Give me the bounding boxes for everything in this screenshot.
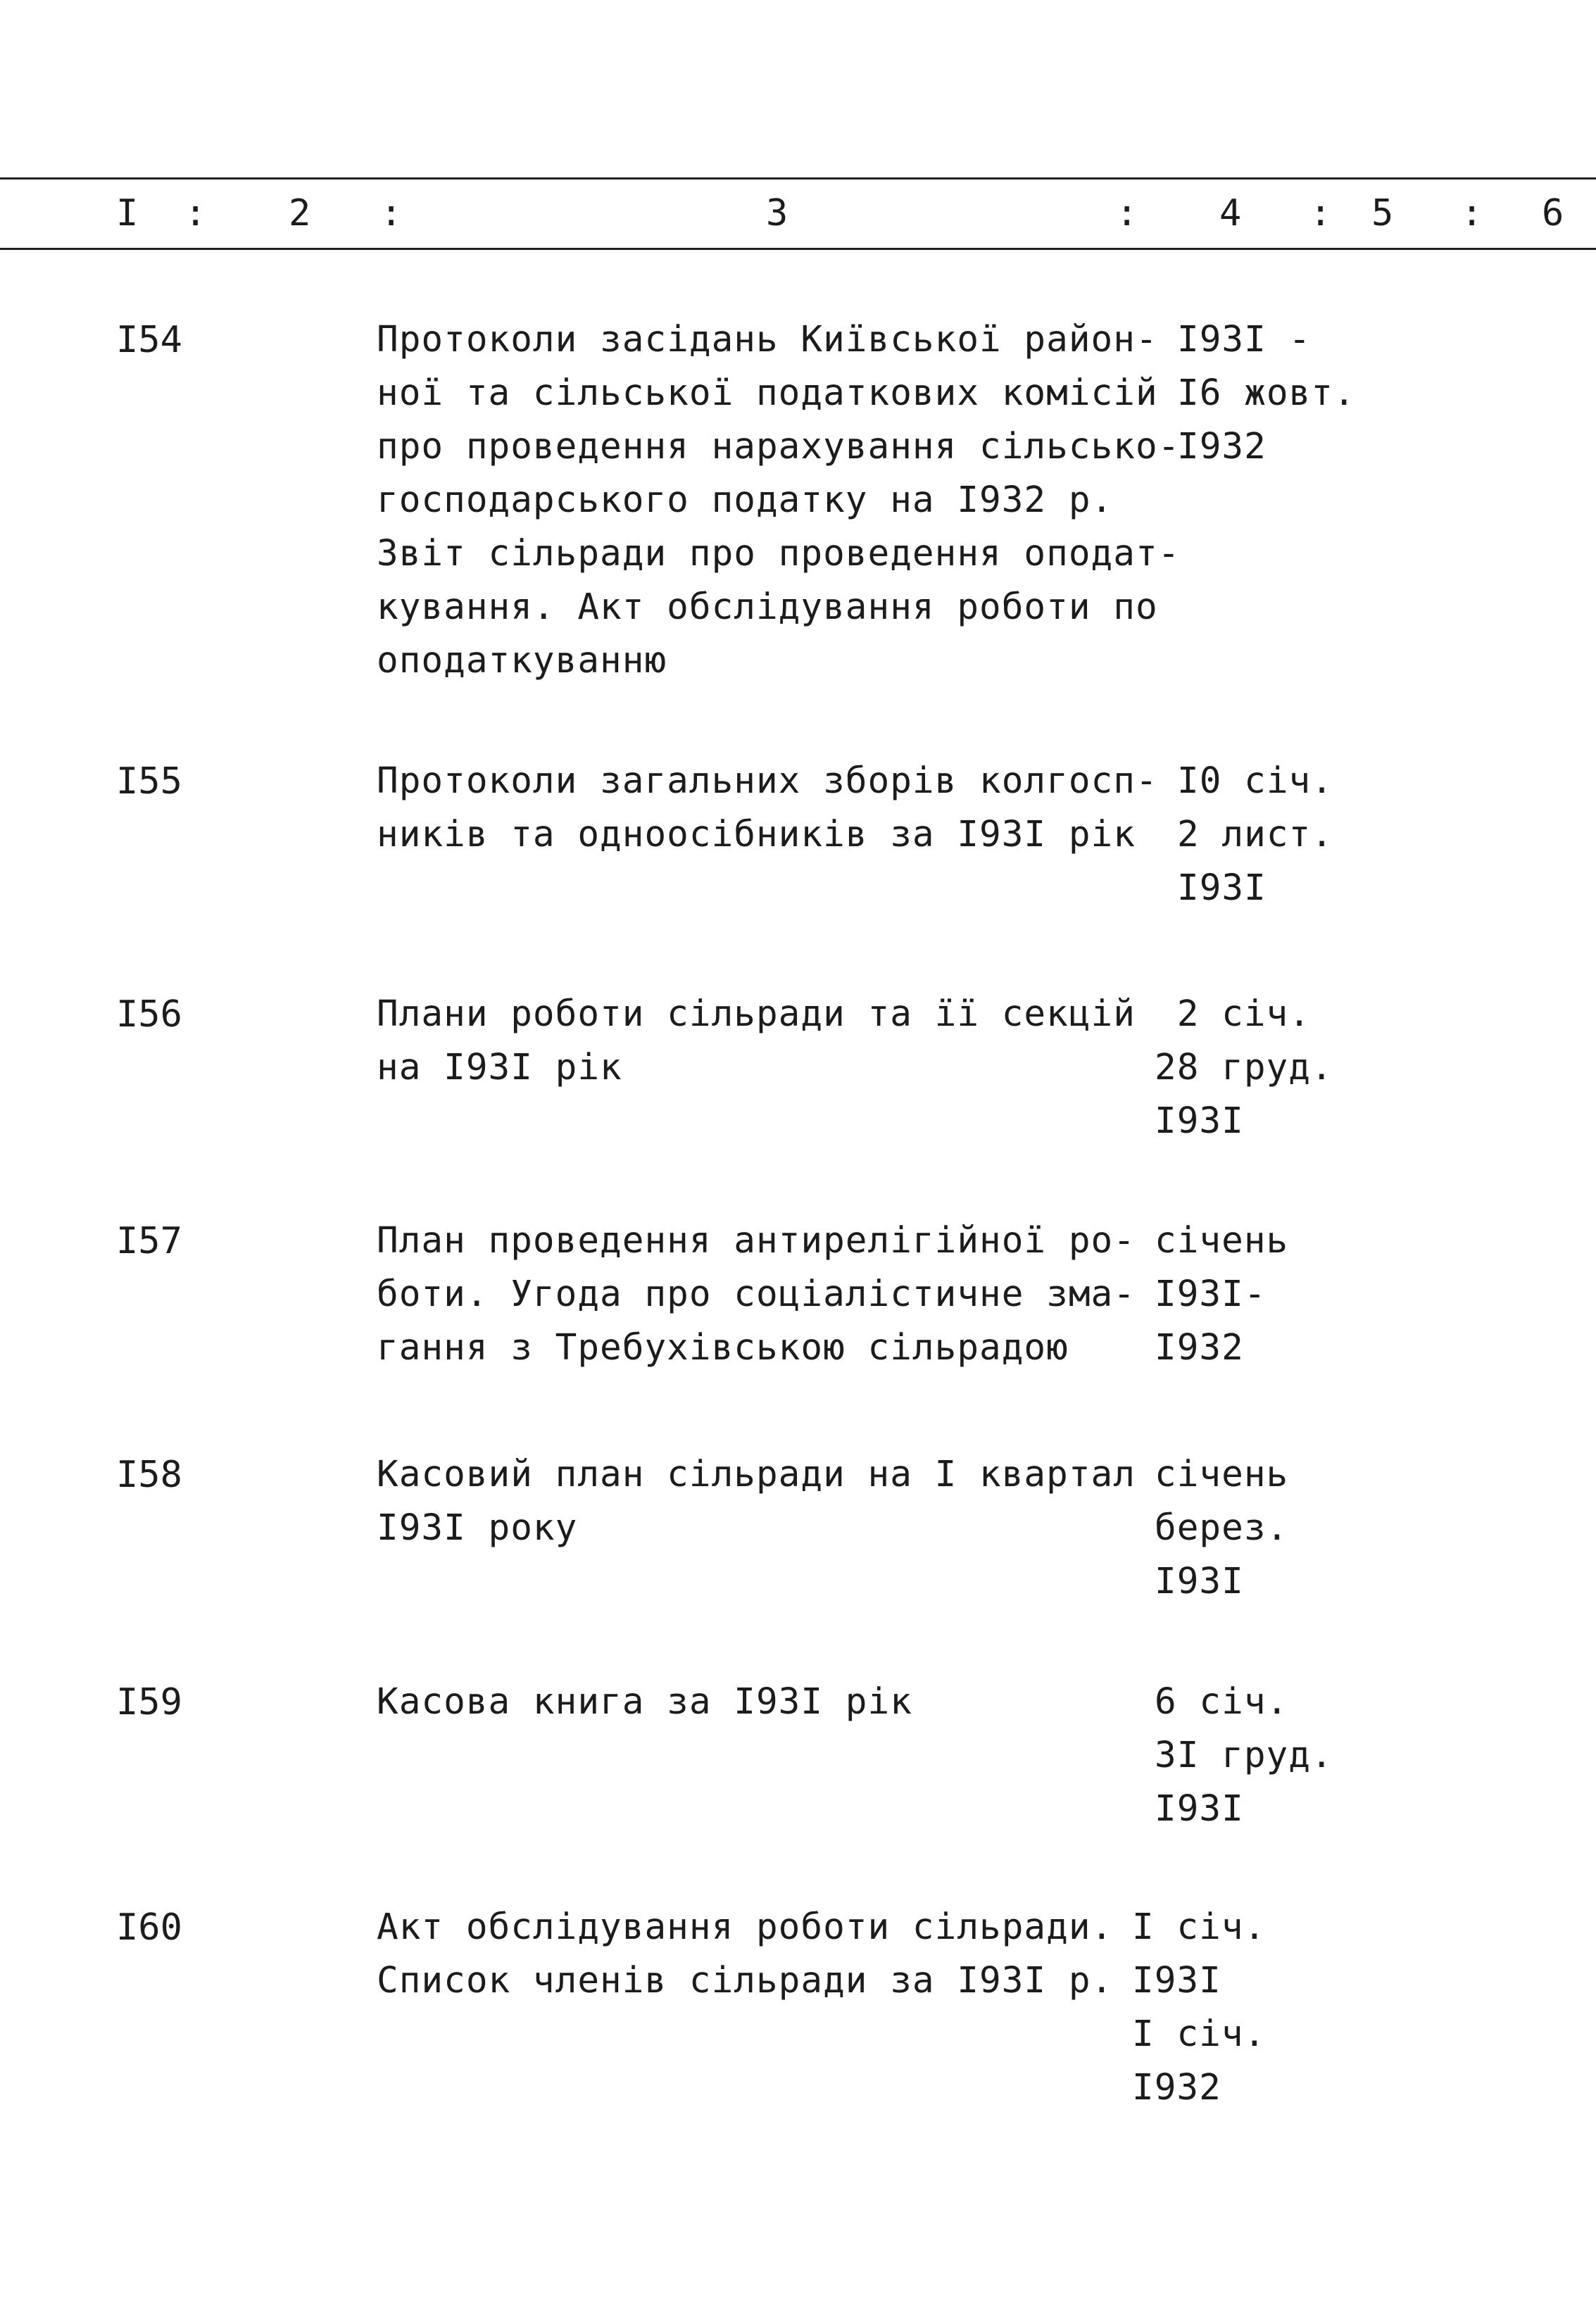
record-dates — [1132, 1901, 1266, 2115]
record-title-line: Протоколи засідань Київської район- — [377, 319, 1158, 360]
record-title — [377, 1676, 1179, 1729]
record-number: I58 — [116, 1454, 182, 1496]
record-dates — [1155, 1214, 1288, 1375]
header-bottom-rule — [0, 248, 1596, 250]
record-title-line: Звіт сільради про проведення оподат- — [377, 533, 1181, 574]
record-date-line: 28 груд. — [1155, 1047, 1333, 1088]
column-separator: : — [1116, 192, 1138, 234]
record-title-line: кування. Акт обслідування роботи по — [377, 586, 1158, 628]
column-number-5: 5 — [1371, 192, 1394, 234]
column-separator: : — [380, 192, 403, 234]
record-title-line: Список членів сільради за I93I р. — [377, 1960, 1114, 2001]
record-title-line: Касовий план сільради на I квартал — [377, 1454, 1136, 1495]
record-date-line: I93I- — [1155, 1274, 1267, 1315]
record-date-line: 2 січ. — [1155, 993, 1311, 1035]
record-title — [377, 988, 1179, 1095]
record-dates — [1155, 1676, 1333, 1836]
record-date-line: I93I — [1155, 1100, 1244, 1142]
record-title-line: на I93I рік — [377, 1047, 622, 1088]
record-date-line: I6 жовт. — [1177, 372, 1356, 414]
column-number-1: I — [116, 192, 139, 234]
record-date-line: I93I - — [1177, 319, 1312, 360]
record-number: I57 — [116, 1220, 182, 1262]
record-title-line: господарського податку на I932 р. — [377, 479, 1114, 521]
record-date-line: січень — [1155, 1220, 1289, 1262]
record-title — [377, 755, 1179, 862]
record-title-line: про проведення нарахування сільсько- — [377, 426, 1181, 467]
record-title-line: Плани роботи сільради та її секцій — [377, 993, 1136, 1035]
column-number-4: 4 — [1219, 192, 1242, 234]
column-separator: : — [1461, 192, 1483, 234]
record-date-line: I січ. — [1132, 1906, 1267, 1948]
column-separator: : — [184, 192, 207, 234]
record-number: I59 — [116, 1681, 182, 1723]
record-title-line: Протоколи загальних зборів колгосп- — [377, 760, 1158, 802]
record-dates — [1177, 755, 1333, 915]
record-title — [377, 1901, 1179, 2008]
record-number: I55 — [116, 760, 182, 803]
record-date-line: I932 — [1132, 2067, 1221, 2109]
record-title — [377, 1448, 1179, 1555]
record-date-line: I93I — [1177, 867, 1267, 909]
record-date-line: I932 — [1177, 426, 1267, 467]
record-number: I56 — [116, 993, 182, 1036]
record-date-line: 2 лист. — [1177, 814, 1333, 855]
record-title-line: I93I року — [377, 1507, 578, 1549]
record-date-line: I січ. — [1132, 2013, 1267, 2055]
record-date-line: I932 — [1155, 1327, 1244, 1369]
record-number: I60 — [116, 1906, 182, 1949]
record-title-line: гання з Требухівською сільрадою — [377, 1327, 1069, 1369]
record-date-line: 3I груд. — [1155, 1735, 1333, 1776]
record-date-line: січень — [1155, 1454, 1289, 1495]
header-top-rule — [0, 177, 1596, 180]
record-title — [377, 313, 1179, 688]
column-separator: : — [1309, 192, 1332, 234]
column-number-2: 2 — [289, 192, 311, 234]
record-title-line: ників та одноосібників за I93I рік — [377, 814, 1136, 855]
record-title-line: План проведення антирелігійної ро- — [377, 1220, 1136, 1262]
record-dates — [1177, 313, 1356, 474]
record-dates — [1155, 988, 1333, 1148]
column-number-6: 6 — [1542, 192, 1564, 234]
record-date-line: 6 січ. — [1155, 1681, 1289, 1723]
record-date-line: I0 січ. — [1177, 760, 1333, 802]
record-title — [377, 1214, 1179, 1375]
column-number-3: 3 — [766, 192, 788, 234]
record-date-line: I93I — [1132, 1960, 1221, 2001]
record-title-line: боти. Угода про соціалістичне зма- — [377, 1274, 1136, 1315]
record-title-line: Акт обслідування роботи сільради. — [377, 1906, 1114, 1948]
record-date-line: I93I — [1155, 1788, 1244, 1830]
record-title-line: ної та сільської податкових комісій — [377, 372, 1158, 414]
record-dates — [1155, 1448, 1288, 1609]
record-date-line: берез. — [1155, 1507, 1289, 1549]
record-title-line: Касова книга за I93I рік — [377, 1681, 912, 1723]
record-title-line: оподаткуванню — [377, 640, 667, 681]
record-number: I54 — [116, 319, 182, 361]
record-date-line: I93I — [1155, 1561, 1244, 1602]
